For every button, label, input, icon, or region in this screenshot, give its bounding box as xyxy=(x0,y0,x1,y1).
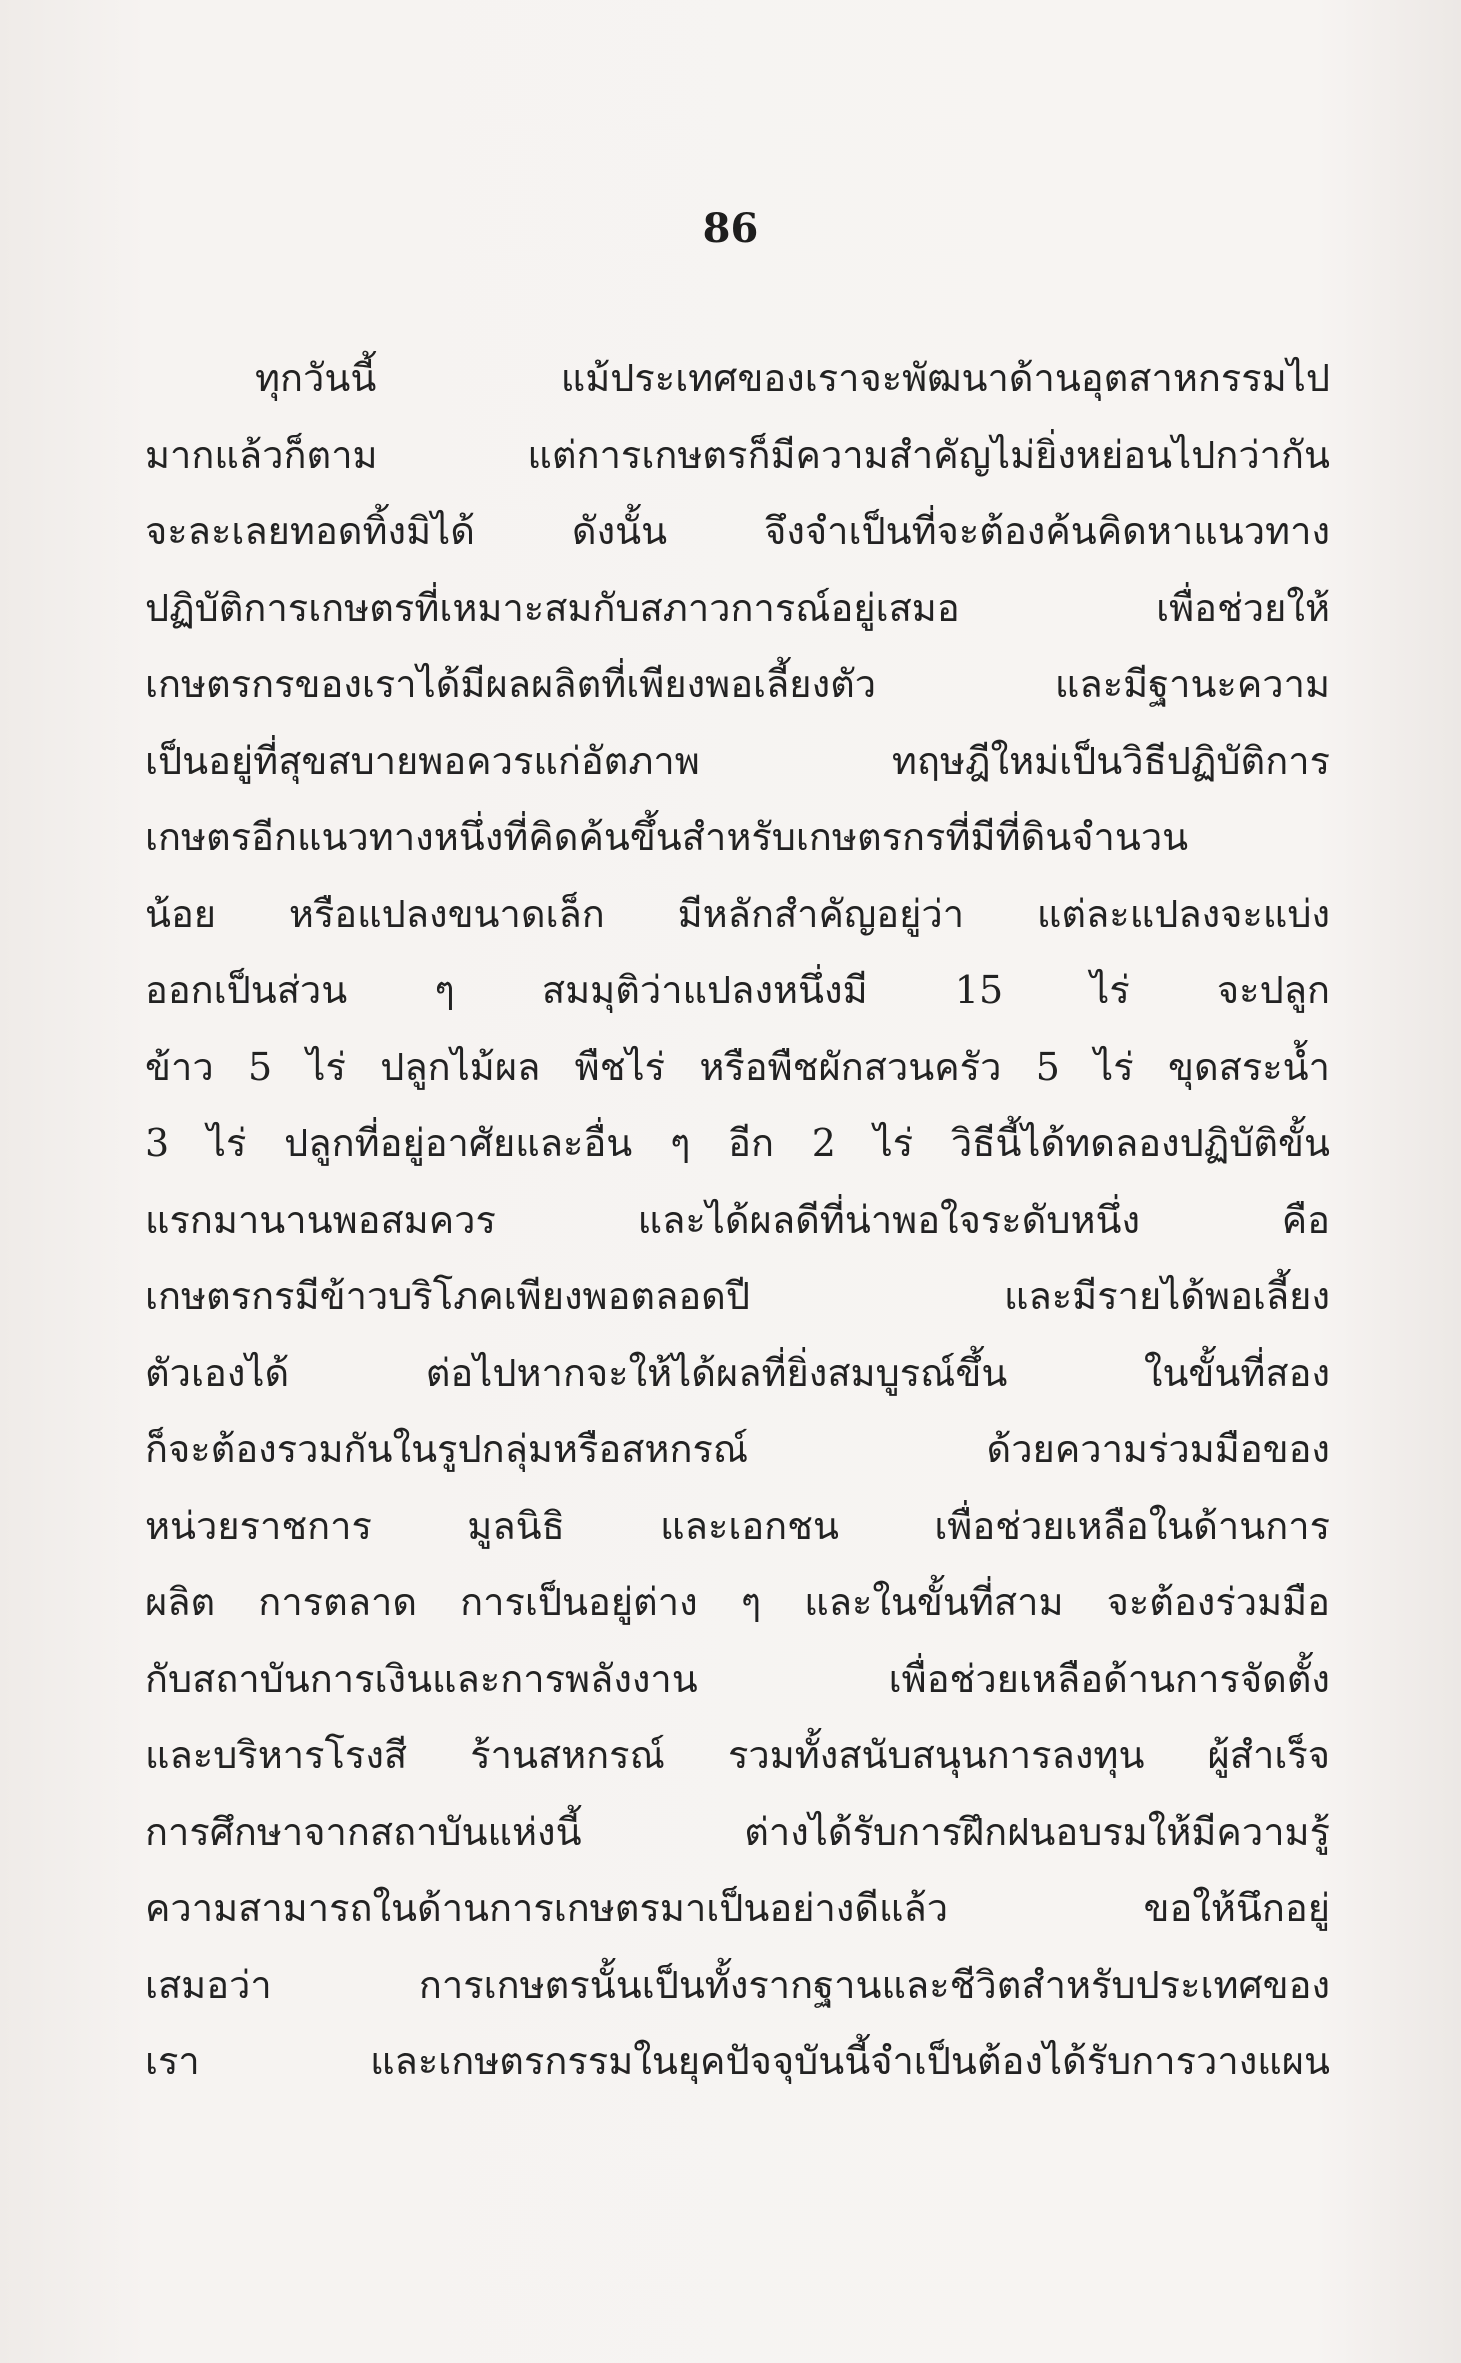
text-line: ตัวเองได้ ต่อไปหากจะให้ได้ผลที่ยิ่งสมบูรณ์ขึ้น ในขั้นที่สอง xyxy=(145,1350,1330,1395)
text-line: ก็จะต้องรวมกันในรูปกลุ่มหรือสหกรณ์ ด้วยความร่วมมือของ xyxy=(145,1427,1330,1471)
text-line: เกษตรกรมีข้าวบริโภคเพียงพอตลอดปี และมีรายได้พอเลี้ยง xyxy=(145,1274,1330,1318)
page-number: 86 xyxy=(702,205,759,252)
text-line: ปฏิบัติการเกษตรที่เหมาะสมกับสภาวการณ์อยู่เสมอ เพื่อช่วยให้ xyxy=(145,585,1330,630)
text-line: ข้าว 5 ไร่ ปลูกไม้ผล พืชไร่ หรือพืชผักสวนครัว 5 ไร่ ขุดสระน้ำ xyxy=(145,1044,1330,1089)
text-line: เกษตรกรของเราได้มีผลผลิตที่เพียงพอเลี้ยงตัว และมีฐานะความ xyxy=(145,662,1330,706)
text-line: ความสามารถในด้านการเกษตรมาเป็นอย่างดีแล้ว ขอให้นึกอยู่ xyxy=(145,1886,1330,1930)
text-line: น้อย หรือแปลงขนาดเล็ก มีหลักสำคัญอยู่ว่า แต่ละแปลงจะแบ่ง xyxy=(145,891,1330,936)
text-line: 3 ไร่ ปลูกที่อยู่อาศัยและอื่น ๆ อีก 2 ไร่ วิธีนี้ได้ทดลองปฏิบัติขั้น xyxy=(145,1121,1330,1165)
text-line: เสมอว่า การเกษตรนั้นเป็นทั้งรากฐานและชีวิตสำหรับประเทศของ xyxy=(145,1962,1330,2007)
text-line: การศึกษาจากสถาบันแห่งนี้ ต่างได้รับการฝึกฝนอบรมให้มีความรู้ xyxy=(145,1809,1330,1854)
text-line: ออกเป็นส่วน ๆ สมมุติว่าแปลงหนึ่งมี 15 ไร่ จะปลูก xyxy=(145,968,1330,1012)
text-line: แรกมานานพอสมควร และได้ผลดีที่น่าพอใจระดับหนึ่ง คือ xyxy=(145,1197,1330,1242)
text-line: เป็นอยู่ที่สุขสบายพอควรแก่อัตภาพ ทฤษฎีใหม่เป็นวิธีปฏิบัติการ xyxy=(145,738,1330,783)
text-line: กับสถาบันการเงินและการพลังงาน เพื่อช่วยเหลือด้านการจัดตั้ง xyxy=(145,1656,1330,1701)
text-line: และบริหารโรงสี ร้านสหกรณ์ รวมทั้งสนับสนุนการลงทุน ผู้สำเร็จ xyxy=(145,1733,1330,1777)
text-line: ทุกวันนี้ แม้ประเทศของเราจะพัฒนาด้านอุตสาหกรรมไป xyxy=(255,356,1330,400)
text-line: หน่วยราชการ มูลนิธิ และเอกชน เพื่อช่วยเหลือในด้านการ xyxy=(145,1503,1330,1548)
text-line: ผลิต การตลาด การเป็นอยู่ต่าง ๆ และในขั้นที่สาม จะต้องร่วมมือ xyxy=(145,1580,1330,1624)
text-line: จะละเลยทอดทิ้งมิได้ ดังนั้น จึงจำเป็นที่จะต้องค้นคิดหาแนวทาง xyxy=(145,509,1330,553)
text-line: เรา และเกษตรกรรมในยุคปัจจุบันนี้จำเป็นต้องได้รับการวางแผน xyxy=(145,2039,1330,2083)
text-line: เกษตรอีกแนวทางหนึ่งที่คิดค้นขึ้นสำหรับเกษตรกรที่มีที่ดินจำนวน xyxy=(145,815,1189,859)
text-line: มากแล้วก็ตาม แต่การเกษตรก็มีความสำคัญไม่ยิ่งหย่อนไปกว่ากัน xyxy=(145,432,1330,477)
body-text xyxy=(145,340,1330,2100)
